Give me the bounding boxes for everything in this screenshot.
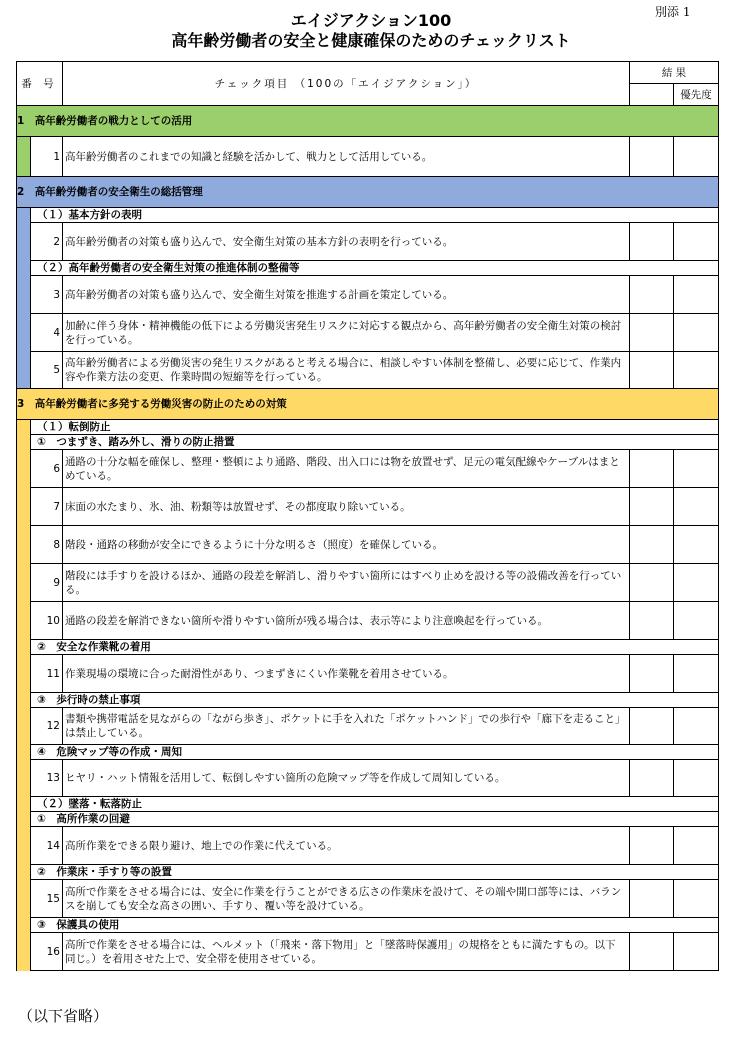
header-result: 結 果 — [630, 62, 719, 84]
item-text: 通路の十分な幅を確保し、整理・整頓により通路、階段、出入口には物を放置せず、足元の電気配線やケーブルはまとめている。 — [63, 450, 630, 488]
section-3-bar — [17, 450, 31, 488]
item-text: 作業現場の環境に合った耐滑性があり、つまずきにくい作業靴を着用させている。 — [63, 655, 630, 693]
section-2-bar — [17, 261, 31, 276]
table-row — [17, 276, 719, 314]
section-3-title: 3 高年齢労働者に多発する労働災害の防止のための対策 — [17, 389, 719, 420]
priority-cell[interactable] — [674, 223, 719, 261]
table-row — [17, 933, 719, 971]
subsection-title: （１）基本方針の表明 — [31, 208, 719, 223]
table-row — [17, 223, 719, 261]
priority-cell[interactable] — [674, 276, 719, 314]
result-cell[interactable] — [630, 602, 674, 640]
header-result-blank — [630, 84, 674, 106]
item-number: 6 — [31, 450, 63, 488]
result-cell[interactable] — [630, 488, 674, 526]
section-3-bar — [17, 602, 31, 640]
section-3-row — [17, 389, 719, 420]
result-cell[interactable] — [630, 880, 674, 918]
result-cell[interactable] — [630, 526, 674, 564]
priority-cell[interactable] — [674, 933, 719, 971]
item-text: 高年齢労働者の対策も盛り込んで、安全衛生対策を推進する計画を策定している。 — [63, 276, 630, 314]
section-3-bar — [17, 745, 31, 760]
item-text: 高所で作業をさせる場合には、安全に作業を行うことができる広さの作業床を設けて、その端や開口部等には、バランスを崩しても安全な高さの囲い、手すり、覆い等を設けている。 — [63, 880, 630, 918]
table-row — [17, 314, 719, 352]
subsection-title: （２）墜落・転落防止 — [31, 797, 719, 812]
priority-cell[interactable] — [674, 137, 719, 177]
table-row — [17, 526, 719, 564]
section-2-bar — [17, 276, 31, 314]
subsubsection-title: ④ 危険マップ等の作成・周知 — [31, 745, 719, 760]
item-number: 11 — [31, 655, 63, 693]
section-3-bar — [17, 797, 31, 812]
section-3-bar — [17, 812, 31, 827]
section-3-bar — [17, 933, 31, 971]
item-number: 12 — [31, 708, 63, 745]
item-number: 3 — [31, 276, 63, 314]
table-row — [17, 655, 719, 693]
section-3-bar — [17, 880, 31, 918]
priority-cell[interactable] — [674, 352, 719, 389]
omitted-note: （以下省略） — [18, 1007, 109, 1025]
section-3-bar — [17, 564, 31, 602]
item-number: 10 — [31, 602, 63, 640]
item-number: 14 — [31, 827, 63, 865]
header-item: チェック項目 （100の「エイジアクション」） — [63, 62, 630, 106]
priority-cell[interactable] — [674, 655, 719, 693]
result-cell[interactable] — [630, 276, 674, 314]
subsubsection-title: ② 作業床・手すり等の設置 — [31, 865, 719, 880]
item-text: 床面の水たまり、氷、油、粉類等は放置せず、その都度取り除いている。 — [63, 488, 630, 526]
section-3-bar — [17, 526, 31, 564]
section-2-bar — [17, 223, 31, 261]
priority-cell[interactable] — [674, 602, 719, 640]
section-2-row — [17, 177, 719, 208]
result-cell[interactable] — [630, 655, 674, 693]
table-row — [17, 137, 719, 177]
result-cell[interactable] — [630, 564, 674, 602]
section-3-bar — [17, 435, 31, 450]
section-1-title: 1 高年齢労働者の戦力としての活用 — [17, 106, 719, 137]
priority-cell[interactable] — [674, 314, 719, 352]
result-cell[interactable] — [630, 827, 674, 865]
priority-cell[interactable] — [674, 564, 719, 602]
section-3-bar — [17, 760, 31, 797]
item-number: 7 — [31, 488, 63, 526]
item-text: 高年齢労働者による労働災害の発生リスクがあると考える場合に、相談しやすい体制を整備し、必要に応じて、作業内容や作業方法の変更、作業時間の短縮等を行っている。 — [63, 352, 630, 389]
item-number: 5 — [31, 352, 63, 389]
section-3-bar — [17, 655, 31, 693]
section-3-bar — [17, 708, 31, 745]
subsection-title: （１）転倒防止 — [31, 420, 719, 435]
item-text: 階段には手すりを設けるほか、通路の段差を解消し、滑りやすい箇所にはすべり止めを設ける等の設備改善を行っている。 — [63, 564, 630, 602]
priority-cell[interactable] — [674, 827, 719, 865]
section-2-bar — [17, 352, 31, 389]
table-row — [17, 450, 719, 488]
subsubsection-title: ③ 歩行時の禁止事項 — [31, 693, 719, 708]
item-text: 高年齢労働者のこれまでの知識と経験を活かして、戦力として活用している。 — [63, 137, 630, 177]
section-3-bar — [17, 827, 31, 865]
item-number: 15 — [31, 880, 63, 918]
table-row — [17, 760, 719, 797]
section-2-bar — [17, 314, 31, 352]
result-cell[interactable] — [630, 760, 674, 797]
section-1-bar — [17, 137, 31, 177]
result-cell[interactable] — [630, 450, 674, 488]
subsection-title: （２）高年齢労働者の安全衛生対策の推進体制の整備等 — [31, 261, 719, 276]
item-text: 加齢に伴う身体・精神機能の低下による労働災害発生リスクに対応する観点から、高年齢労働者の安全衛生対策の検討を行っている。 — [63, 314, 630, 352]
item-text: ヒヤリ・ハット情報を活用して、転倒しやすい箇所の危険マップ等を作成して周知している。 — [63, 760, 630, 797]
subsubsection-title: ① つまずき、踏み外し、滑りの防止措置 — [31, 435, 719, 450]
table-row — [17, 564, 719, 602]
item-text: 高所で作業をさせる場合には、ヘルメット（「飛来・落下物用」と「墜落時保護用」の規格をともに満たすもの。以下同じ。）を着用させた上で、安全帯を使用させている。 — [63, 933, 630, 971]
item-number: 2 — [31, 223, 63, 261]
subsubsection-title: ① 高所作業の回避 — [31, 812, 719, 827]
item-text: 通路の段差を解消できない箇所や滑りやすい箇所が残る場合は、表示等により注意喚起を行っている。 — [63, 602, 630, 640]
header-number: 番 号 — [17, 62, 63, 106]
subsubsection-title: ③ 保護具の使用 — [31, 918, 719, 933]
table-row — [17, 488, 719, 526]
section-3-bar — [17, 640, 31, 655]
priority-cell[interactable] — [674, 450, 719, 488]
section-3-bar — [17, 488, 31, 526]
item-number: 16 — [31, 933, 63, 971]
result-cell[interactable] — [630, 708, 674, 745]
priority-cell[interactable] — [674, 526, 719, 564]
item-number: 9 — [31, 564, 63, 602]
section-2-title: 2 高年齢労働者の安全衛生の総括管理 — [17, 177, 719, 208]
result-cell[interactable] — [630, 352, 674, 389]
table-row — [17, 602, 719, 640]
section-1-row — [17, 106, 719, 137]
item-number: 4 — [31, 314, 63, 352]
section-3-bar — [17, 918, 31, 933]
priority-cell[interactable] — [674, 880, 719, 918]
section-2-bar — [17, 208, 31, 223]
item-text: 書類や携帯電話を見ながらの「ながら歩き」、ポケットに手を入れた「ポケットハンド」での歩行や「廊下を走ること」は禁止している。 — [63, 708, 630, 745]
item-number: 8 — [31, 526, 63, 564]
item-number: 13 — [31, 760, 63, 797]
section-3-bar — [17, 693, 31, 708]
result-cell[interactable] — [630, 933, 674, 971]
section-3-bar — [17, 420, 31, 435]
table-row — [17, 708, 719, 745]
result-cell[interactable] — [630, 223, 674, 261]
priority-cell[interactable] — [674, 488, 719, 526]
table-row — [17, 880, 719, 918]
page-subtitle: 高年齢労働者の安全と健康確保のためのチェックリスト — [171, 31, 571, 50]
priority-cell[interactable] — [674, 760, 719, 797]
table-row — [17, 827, 719, 865]
section-3-bar — [17, 865, 31, 880]
page-title: エイジアクション100 — [290, 11, 452, 30]
table-row — [17, 352, 719, 389]
item-number: 1 — [31, 137, 63, 177]
header-priority: 優先度 — [674, 84, 719, 106]
appendix-label: 別添 1 — [655, 5, 691, 19]
subsubsection-title: ② 安全な作業靴の着用 — [31, 640, 719, 655]
item-text: 階段・通路の移動が安全にできるように十分な明るさ（照度）を確保している。 — [63, 526, 630, 564]
item-text: 高所作業をできる限り避け、地上での作業に代えている。 — [63, 827, 630, 865]
item-text: 高年齢労働者の対策も盛り込んで、安全衛生対策の基本方針の表明を行っている。 — [63, 223, 630, 261]
result-cell[interactable] — [630, 137, 674, 177]
priority-cell[interactable] — [674, 708, 719, 745]
checklist-table — [16, 61, 719, 971]
result-cell[interactable] — [630, 314, 674, 352]
